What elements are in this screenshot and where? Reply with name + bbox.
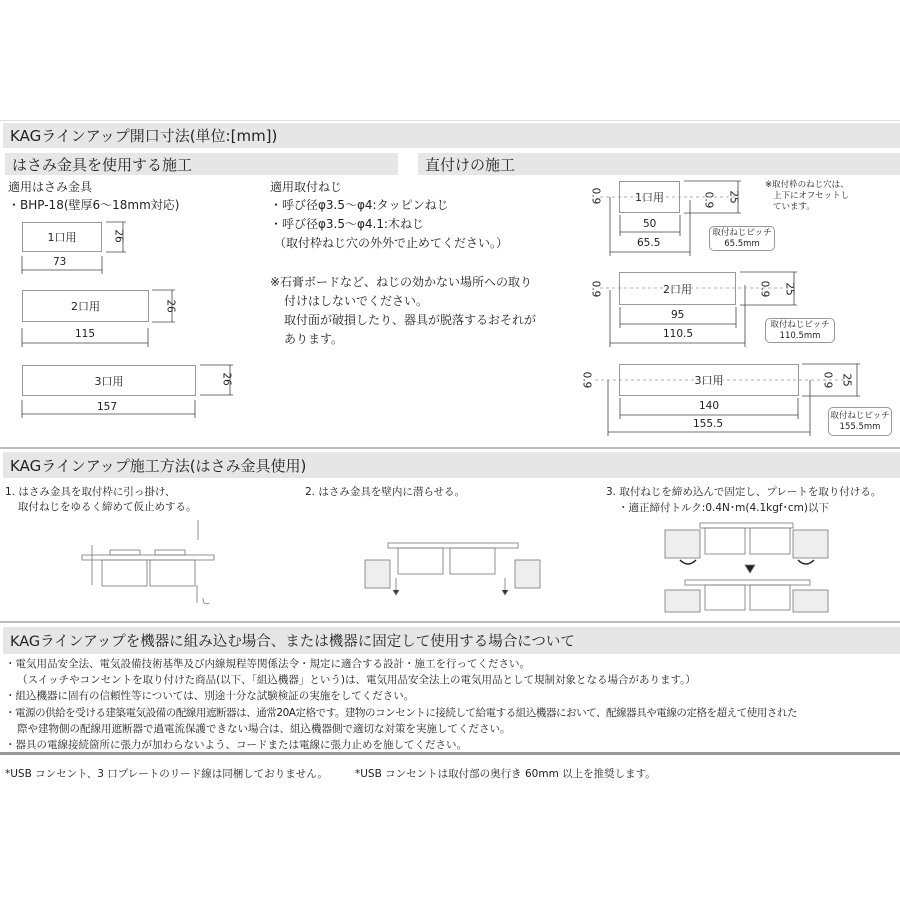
note-line: ・組込機器に固有の信頼性等については、別途十分な試験検証の実施をしてください。: [5, 690, 415, 703]
offset-dim: 0.9: [580, 371, 593, 389]
note-line: 上下にオフセットし: [773, 191, 850, 201]
pitch-value: 110.5mm: [779, 331, 821, 341]
divider: [0, 752, 900, 755]
width-dim: 157: [97, 401, 118, 413]
note-line: ※取付枠のねじ穴は、: [765, 180, 849, 190]
subsection-title-clamp: はさみ金具を使用する施工: [5, 153, 398, 175]
offset-dim: 0.9: [589, 280, 602, 298]
height-dim: 25: [840, 373, 853, 387]
height-dim: 26: [112, 229, 125, 243]
footnote: *USB コンセントは取付部の奥行き 60mm 以上を推奨します。: [355, 768, 656, 780]
width-dim: 115: [75, 328, 96, 340]
opening-3-gang: 3口用: [22, 365, 196, 396]
screw-line: （取付枠ねじ穴の外外で止めてください。）: [274, 236, 509, 250]
warning-line: あります。: [284, 332, 344, 346]
direct-opening-3-gang: 3口用: [619, 364, 799, 396]
note-line: （スイッチやコンセントを取り付けた商品(以下、「組込機器」という)は、電気用品安全法上の電気用品として規制対象となる場合があります。）: [17, 674, 696, 687]
step-3-illustration: [665, 523, 828, 612]
screw-line: ・呼び径φ3.5～φ4:タッピンねじ: [270, 198, 449, 212]
step-2-illustration: [365, 543, 540, 595]
pitch-label: 取付ねじピッチ: [712, 228, 772, 238]
width-dim: 95: [671, 309, 685, 321]
note-line: ・電源の供給を受ける建築電気設備の配線用遮断器は、通常20A定格です。建物のコンセントに接続して給電する組込機器において、配線器具や電線の定格を超えて使用された: [5, 706, 797, 719]
height-dim: 25: [783, 282, 796, 296]
pitch-label: 取付ねじピッチ: [830, 411, 890, 421]
clamp-label: 適用はさみ金具: [8, 180, 93, 194]
opening-2-gang: 2口用: [22, 290, 149, 322]
screw-line: ・呼び径φ3.5～φ4.1:木ねじ: [270, 217, 425, 231]
divider: [0, 621, 900, 623]
section-title-method: KAGラインアップ施工方法(はさみ金具使用): [3, 452, 900, 478]
section-title-embedding: KAGラインアップを機器に組み込む場合、または機器に固定して使用する場合について: [3, 627, 900, 654]
height-dim: 26: [220, 372, 233, 386]
note-line: ・電気用品安全法、電気設備技術基準及び内線規程等関係法令・規定に適合する設計・施工を行ってください。: [5, 658, 530, 670]
embedding-notes: [5, 656, 797, 753]
pitch-dim: 110.5: [663, 328, 694, 340]
offset-dim: 0.9: [758, 280, 771, 298]
warning-line: 取付面が破損したり、器具が脱落するおそれが: [284, 313, 537, 327]
note-line: 際や建物側の配線用遮断器で過電流保護できない場合は、組込機器側で適切な対策を実施してください。: [17, 722, 511, 735]
step-3-torque: ・適正締付トルク:0.4N･m(4.1kgf･cm)以下: [618, 502, 829, 514]
direct-opening-1-gang: 1口用: [619, 181, 680, 213]
warning-line: 付けはしないでください。: [284, 294, 429, 308]
pitch-dim: 65.5: [637, 237, 661, 249]
step-3-text: 3. 取付ねじを締め込んで固定し、プレートを取り付ける。: [606, 486, 882, 498]
direct-opening-2-gang: 2口用: [619, 272, 736, 305]
pitch-value: 155.5mm: [839, 422, 881, 432]
height-dim: 26: [164, 299, 177, 313]
screw-label: 適用取付ねじ: [270, 180, 343, 194]
footnote: *USB コンセント、3 口プレートのリード線は同梱しておりません。: [5, 768, 328, 780]
pitch-label: 取付ねじピッチ: [770, 320, 830, 330]
clamp-model: ・BHP-18(壁厚6～18mm対応): [8, 198, 180, 212]
width-dim: 50: [643, 218, 657, 230]
width-dim: 140: [699, 400, 720, 412]
step-1-text: 1. はさみ金具を取付枠に引っ掛け、: [5, 486, 176, 498]
step-2-text: 2. はさみ金具を壁内に潜らせる。: [305, 486, 466, 498]
section-title-dimensions: KAGラインアップ開口寸法(単位:[mm]): [3, 123, 900, 148]
warning-line: ※石膏ボードなど、ねじの効かない場所への取り: [270, 275, 533, 289]
subsection-title-direct: 直付けの施工: [418, 153, 900, 175]
pitch-value: 65.5mm: [724, 239, 760, 249]
height-dim: 25: [727, 190, 740, 204]
step-1-text: 取付ねじをゆるく締めて仮止めする。: [18, 501, 197, 513]
offset-dim: 0.9: [821, 371, 834, 389]
offset-dim: 0.9: [589, 187, 602, 205]
width-dim: 73: [53, 256, 67, 268]
pitch-dim: 155.5: [693, 418, 724, 430]
offset-dim: 0.9: [702, 191, 715, 209]
note-line: ています。: [773, 202, 815, 212]
note-line: ・器具の電線接続箇所に張力が加わらないよう、コードまたは電線に張力止めを施してください。: [5, 739, 467, 752]
step-1-illustration: [82, 520, 214, 604]
opening-1-gang: 1口用: [22, 222, 102, 252]
